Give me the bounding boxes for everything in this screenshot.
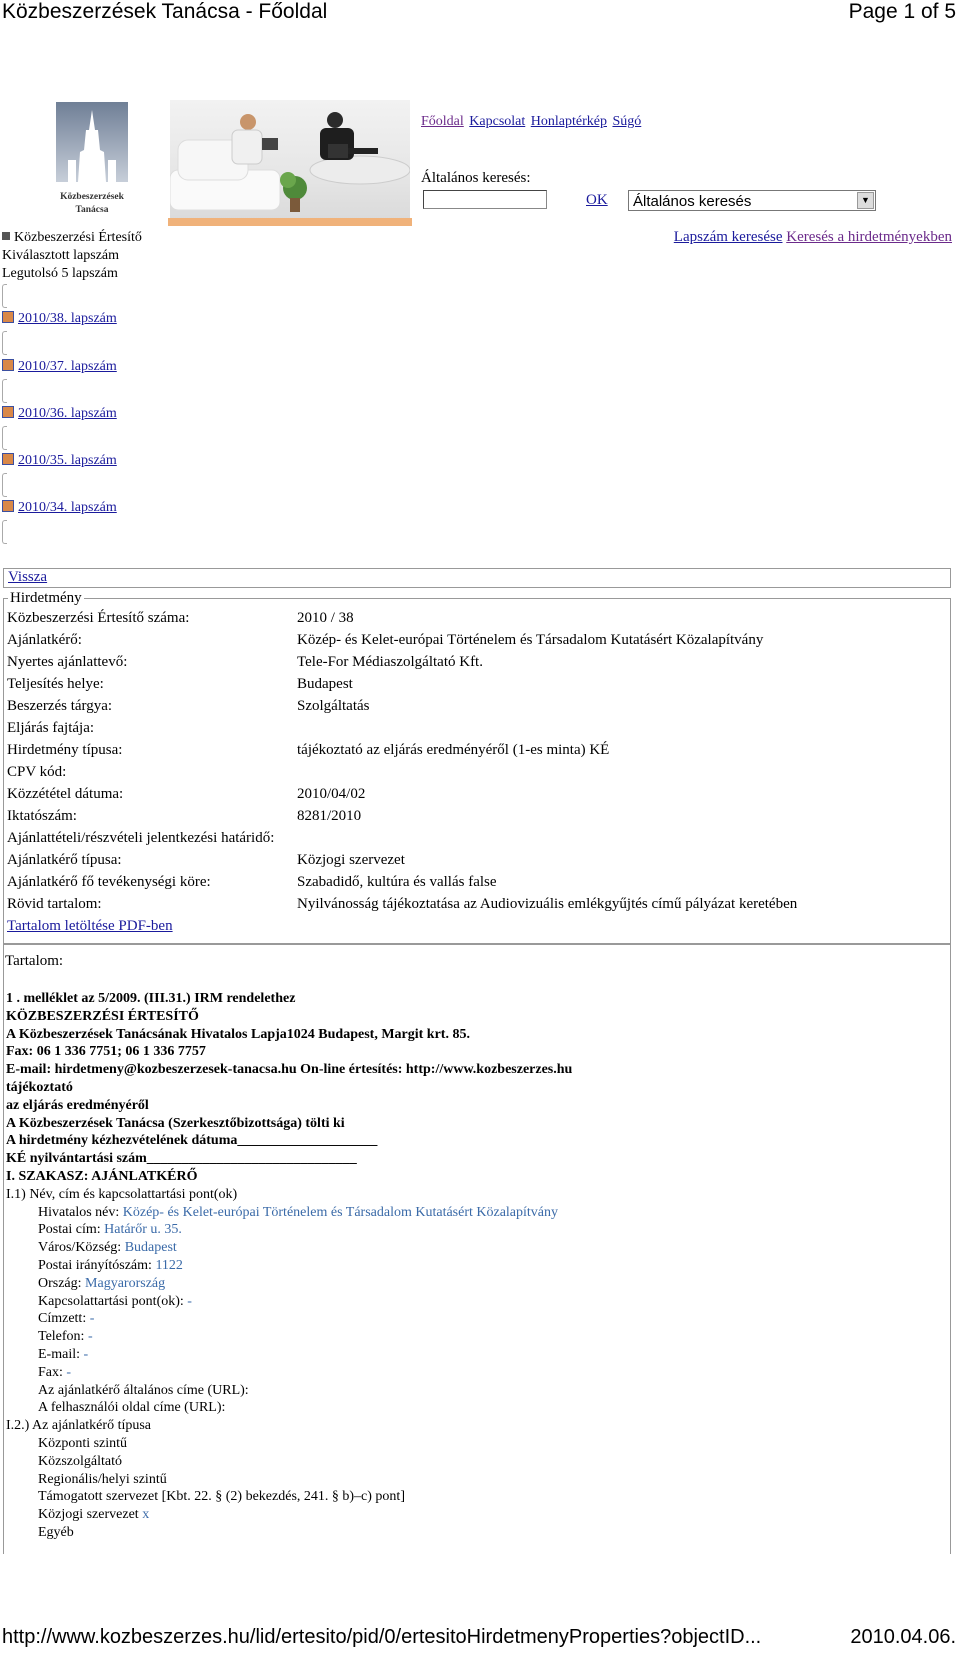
issue-divider bbox=[2, 473, 7, 497]
content-field: Postai cím: Határőr u. 35. bbox=[38, 1222, 182, 1238]
cathedral-logo-icon bbox=[42, 100, 142, 218]
nav-sugo[interactable]: Súgó bbox=[612, 114, 642, 129]
search-type-select[interactable] bbox=[628, 190, 876, 211]
field-value: Szolgáltatás bbox=[297, 698, 370, 714]
content-field: Fax: - bbox=[38, 1364, 72, 1380]
site-logo[interactable] bbox=[42, 100, 142, 218]
content-line: Fax: 06 1 336 7751; 06 1 336 7757 bbox=[6, 1044, 206, 1060]
print-url: http://www.kozbeszerzes.hu/lid/ertesito/pid/0/ertesitoHirdetmenyProperties?objectID... bbox=[2, 1626, 762, 1648]
issue-icon bbox=[2, 359, 14, 371]
content-line: az eljárás eredményéről bbox=[6, 1097, 149, 1113]
issue-divider bbox=[2, 426, 7, 450]
menu-header[interactable]: Közbeszerzési Értesítő bbox=[2, 229, 142, 247]
field-label: Rövid tartalom: bbox=[7, 896, 102, 912]
content-line: 1 . melléklet az 5/2009. (III.31.) IRM rendelethez bbox=[6, 991, 296, 1006]
pdf-download-link[interactable]: Tartalom letöltése PDF-ben bbox=[7, 918, 173, 934]
content-field: Város/Község: Budapest bbox=[38, 1240, 177, 1256]
content-line: KÉ nyilvántartási szám______________________________ bbox=[6, 1151, 357, 1167]
square-bullet-icon bbox=[2, 232, 10, 240]
notice-legend: Hirdetmény bbox=[10, 590, 82, 606]
field-value: Tele-For Médiaszolgáltató Kft. bbox=[297, 654, 483, 670]
field-label: Iktatószám: bbox=[7, 808, 77, 824]
content-field: E-mail: - bbox=[38, 1346, 89, 1362]
content-field: A felhasználói oldal címe (URL): bbox=[38, 1400, 226, 1416]
issue-link[interactable]: 2010/38. lapszám bbox=[2, 311, 117, 327]
issue-link[interactable]: 2010/34. lapszám bbox=[2, 500, 117, 516]
content-field: Ország: Magyarország bbox=[38, 1275, 166, 1291]
section-heading: I. SZAKASZ: AJÁNLATKÉRŐ bbox=[6, 1168, 198, 1184]
notice-content bbox=[6, 990, 572, 1542]
issue-divider bbox=[2, 284, 7, 308]
type-option: Közszolgáltató bbox=[38, 1453, 122, 1469]
type-option: Központi szintű bbox=[38, 1435, 128, 1451]
issue-icon bbox=[2, 500, 14, 512]
field-value: Szabadidő, kultúra és vallás false bbox=[297, 874, 497, 890]
left-menu bbox=[2, 229, 142, 283]
print-date: 2010.04.06. bbox=[850, 1626, 956, 1648]
issue-link[interactable]: 2010/37. lapszám bbox=[2, 359, 117, 375]
print-page-number: Page 1 of 5 bbox=[848, 0, 956, 23]
search-ok-button[interactable]: OK bbox=[586, 192, 608, 208]
content-line: tájékoztató bbox=[6, 1079, 73, 1095]
subsection-title: I.1) Név, cím és kapcsolattartási pont(ok) bbox=[6, 1186, 238, 1202]
subsection-title: I.2.) Az ajánlatkérő típusa bbox=[6, 1418, 152, 1434]
content-field: Postai irányítószám: 1122 bbox=[38, 1257, 183, 1273]
content-field: Telefon: - bbox=[38, 1329, 93, 1345]
field-label: Eljárás fajtája: bbox=[7, 720, 95, 736]
issue-link[interactable]: 2010/35. lapszám bbox=[2, 453, 117, 469]
content-line: KÖZBESZERZÉSI ÉRTESÍTŐ bbox=[6, 1008, 199, 1024]
field-value: Budapest bbox=[297, 676, 353, 692]
print-header bbox=[0, 0, 960, 30]
notice-search-link[interactable]: Keresés a hirdetményekben bbox=[786, 229, 952, 245]
field-label: Ajánlatkérő fő tevékenységi köre: bbox=[7, 874, 211, 890]
issue-link[interactable]: 2010/36. lapszám bbox=[2, 406, 117, 422]
print-footer bbox=[0, 1626, 960, 1653]
field-label: Teljesítés helye: bbox=[7, 676, 104, 692]
content-field: Az ajánlatkérő általános címe (URL): bbox=[38, 1382, 249, 1398]
type-option: Közjogi szervezet x bbox=[38, 1507, 150, 1523]
content-line: A Közbeszerzések Tanácsának Hivatalos Lapja1024 Budapest, Margit krt. 85. bbox=[6, 1026, 470, 1042]
back-link[interactable]: Vissza bbox=[8, 569, 48, 585]
field-label: Hirdetmény típusa: bbox=[7, 742, 123, 758]
content-line: E-mail: hirdetmeny@kozbeszerzesek-tanacsa.hu On-line értesítés: http://www.kozbeszerzes.hu bbox=[6, 1062, 573, 1078]
field-label: Beszerzés tárgya: bbox=[7, 698, 113, 714]
content-line: A hirdetmény kézhezvételének dátuma____________________ bbox=[6, 1133, 378, 1149]
content-line: A Közbeszerzések Tanácsa (Szerkesztőbizottsága) tölti ki bbox=[6, 1115, 345, 1131]
content-field: Kapcsolattartási pont(ok): - bbox=[38, 1293, 192, 1309]
content-field: Hivatalos név: Közép- és Kelet-európai Történelem és Társadalom Kutatásért Közalapítvány bbox=[38, 1204, 559, 1220]
issue-divider bbox=[2, 520, 7, 544]
back-bar bbox=[3, 568, 951, 588]
field-value: Közép- és Kelet-európai Történelem és Társadalom Kutatásért Közalapítvány bbox=[297, 632, 764, 648]
content-label: Tartalom: bbox=[5, 953, 64, 969]
type-option: Egyéb bbox=[38, 1524, 74, 1540]
field-label: Ajánlatkérő típusa: bbox=[7, 852, 122, 868]
field-label: Nyertes ajánlattevő: bbox=[7, 654, 128, 670]
field-label: Közbeszerzési Értesítő száma: bbox=[7, 610, 190, 626]
print-title: Közbeszerzések Tanácsa - Főoldal bbox=[2, 0, 328, 23]
field-label: Ajánlattételi/részvételi jelentkezési határidő: bbox=[7, 830, 275, 846]
nav-fooldal[interactable]: Főoldal bbox=[421, 114, 464, 129]
field-value: 2010/04/02 bbox=[297, 786, 366, 802]
issue-icon bbox=[2, 406, 14, 418]
issue-divider bbox=[2, 379, 7, 403]
issue-search-link[interactable]: Lapszám keresése bbox=[673, 229, 783, 245]
type-option: Regionális/helyi szintű bbox=[38, 1471, 167, 1487]
nav-honlapterkep[interactable]: Honlaptérkép bbox=[530, 114, 607, 129]
menu-item-selected-issue[interactable]: Kiválasztott lapszám bbox=[2, 248, 120, 263]
search-label: Általános keresés: bbox=[421, 170, 531, 186]
field-value: Nyilvánosság tájékoztatása az Audiovizuális emlékgyűjtés című pályázat keretében bbox=[297, 896, 798, 912]
header-photo bbox=[170, 100, 410, 224]
field-value: 2010 / 38 bbox=[297, 610, 354, 626]
issue-icon bbox=[2, 453, 14, 465]
field-value: Közjogi szervezet bbox=[297, 852, 405, 868]
issue-icon bbox=[2, 311, 14, 323]
field-value: tájékoztató az eljárás eredményéről (1-es minta) KÉ bbox=[297, 742, 610, 758]
search-links bbox=[674, 229, 952, 246]
content-field: Címzett: - bbox=[38, 1311, 95, 1327]
logo-text-1: Közbeszerzések bbox=[60, 192, 124, 202]
field-value: 8281/2010 bbox=[297, 808, 362, 824]
type-option: Támogatott szervezet [Kbt. 22. § (2) bekezdés, 241. § b)–c) pont] bbox=[38, 1489, 405, 1505]
issue-divider bbox=[2, 331, 7, 355]
menu-item-last5[interactable]: Legutolsó 5 lapszám bbox=[2, 266, 118, 281]
search-type-value: Általános keresés bbox=[633, 193, 752, 210]
logo-text-2: Tanácsa bbox=[75, 205, 109, 215]
dropdown-arrow-icon[interactable]: ▼ bbox=[857, 192, 874, 209]
field-label: Közzététel dátuma: bbox=[7, 786, 124, 802]
field-label: Ajánlatkérő: bbox=[7, 632, 82, 648]
notice-fieldset bbox=[3, 598, 951, 945]
header-accent-stripe bbox=[168, 218, 412, 226]
nav-kapcsolat[interactable]: Kapcsolat bbox=[469, 114, 526, 129]
top-navigation bbox=[421, 114, 643, 130]
search-input[interactable] bbox=[423, 190, 547, 209]
field-label: CPV kód: bbox=[7, 764, 67, 780]
